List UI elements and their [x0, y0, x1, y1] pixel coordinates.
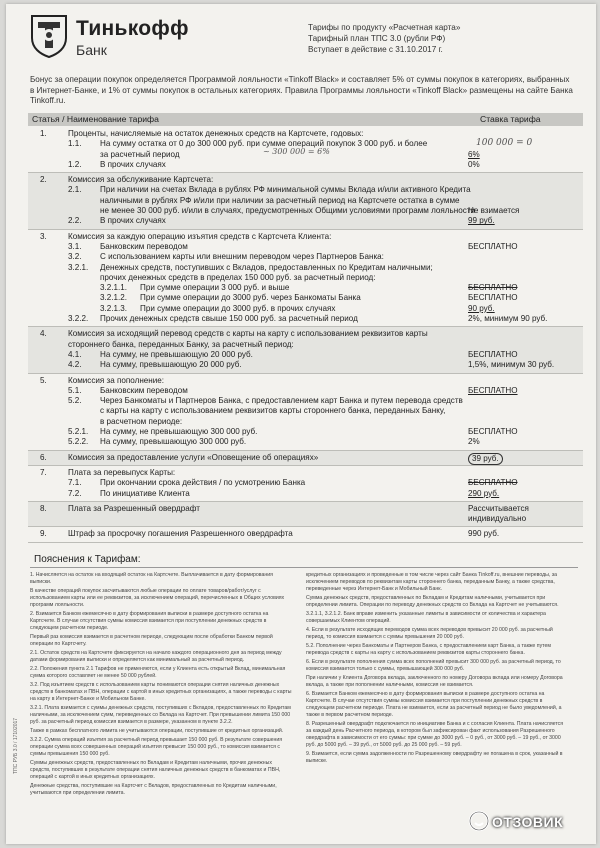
rate-value: 90 руб. — [468, 303, 495, 313]
row-number: 4.1. — [68, 349, 82, 359]
rate-value: 1,5%, минимум 30 руб. — [468, 360, 555, 370]
row-number: 7.2. — [68, 488, 82, 498]
section-5 — [28, 374, 583, 451]
note-paragraph: 5.2. Пополнение через Банкоматы и Партнеров Банка, с предоставлением карт Банка, а также путем перевода средств с карты на карту с использованием реквизитов карты стороннего банка. — [306, 642, 551, 657]
tinkoff-logo — [30, 14, 200, 62]
rate-value: 2% — [468, 437, 480, 447]
row-text: На сумму, превышающую 20 000 руб. — [100, 360, 242, 370]
rate-value: 2%, минимум 90 руб. — [468, 314, 548, 324]
note-paragraph: 2.2. Положения пункта 2.1 Тарифов не применяются, если у Клиента есть открытый Вклад, минимальная сумма которого составляет не менее 50 000 рублей. — [30, 665, 286, 680]
row-number: 2.2. — [68, 216, 82, 226]
notes-column-right — [306, 572, 568, 840]
note-paragraph: 4. Если в результате исходящих переводов сумма всех переводов превысит 20 000 руб. за расчетный период, то комиссия взимается с суммы превышения 20 000 руб. — [306, 626, 553, 641]
row-text: Комиссия за обслуживание Картсчета: — [68, 175, 214, 185]
row-number: 8. — [40, 503, 47, 513]
row-number: 3.2.1. — [68, 262, 89, 272]
row-text: На сумму остатка от 0 до 300 000 руб. при сумме операций покупок 3 000 руб. и более — [100, 139, 428, 149]
row-text: Комиссия за исходящий перевод средств с карты на карту с использованием реквизитов карты — [68, 329, 428, 339]
row-text: Штраф за просрочку погашения Разрешенного овердрафта — [68, 529, 293, 539]
row-number: 3.2.1.3. — [100, 303, 128, 313]
column-header-rate: Ставка тарифа — [480, 114, 541, 124]
note-paragraph: 3.2.1. Плата взимается с суммы денежных средств, поступивших с Вкладов, предоставленных по Кредитам наличными, за исключением сумм, переведенных со Вклада на Картсчет. При превышении лимита 150 000 руб. за расчетный период комиссия взимается в размере, указанном в пункте 3.2.2. — [30, 704, 291, 726]
section-4 — [28, 327, 583, 373]
handwritten-note: ~ 300 000 = 6% — [263, 146, 330, 156]
row-text: При наличии на счетах Вклада в рублях РФ минимальной суммы Вклада и/или активного Кредита — [100, 185, 471, 195]
note-paragraph: 6. Взимается Банком ежемесячно в дату формирования выписки в размере доступного остатка на Картсчете. В случае отсутствия суммы комиссия взимается при поступлении денежных средств в следующем расчетном периоде. Плата не взимается, если за расчетный период не было уведомлений, а также в первом расчетном периоде. — [306, 690, 562, 719]
section-2 — [28, 173, 583, 229]
row-text: прочих денежных средств в пределах 150 000 руб. за расчетный период: — [100, 272, 376, 282]
row-number: 5. — [40, 375, 47, 385]
row-text: На сумму, не превышающую 300 000 руб. — [100, 427, 258, 437]
intro-line: Бонус за операции покупок определяется Программой лояльности «Tinkoff Black» и составляет 5% от суммы покупок в категориях, выбранных — [30, 75, 570, 84]
row-text: стороннего банка, переданных Банку, за расчетный период: — [68, 339, 294, 349]
row-number: 6. — [40, 452, 47, 462]
note-paragraph: 1. Начисляется на остаток на входящий остаток на Картсчете. Выплачивается в дату формирования выписки. — [30, 572, 273, 586]
rate-value: БЕСПЛАТНО — [468, 427, 518, 437]
row-text: Комиссия за пополнение: — [68, 375, 165, 385]
row-text: Через Банкоматы и Партнеров Банка, с предоставлением карт Банка и путем перевода средств — [100, 396, 463, 406]
rate-value: 0% — [468, 159, 480, 169]
rate-value: 990 руб. — [468, 529, 500, 539]
row-number: 4. — [40, 329, 47, 339]
document-code: ТПС РУБ 3.0 / 17102017 — [13, 717, 19, 774]
rate-value: индивидуально — [468, 514, 527, 524]
row-number: 5.2. — [68, 396, 82, 406]
row-number: 3. — [40, 231, 47, 241]
row-text: При сумме операции до 3000 руб. в прочих случаях — [140, 303, 336, 313]
brand-subtitle: Банк — [76, 42, 107, 58]
section-6 — [28, 451, 583, 466]
shield-emblem-icon — [30, 14, 68, 58]
row-number: 5.2.1. — [68, 427, 89, 437]
note-paragraph: Суммы денежных средств, предоставленных по Вкладам и Кредитам наличными, прочих денежных средств, поступивших в результате операции снятия наличных денежных средств в банкоматах и ПВН, операций с картой в иных кредитных организациях. — [30, 759, 281, 781]
row-text: При окончании срока действия / по усмотрению Банка — [100, 478, 306, 488]
row-text: Банковским переводом — [100, 385, 188, 395]
rate-value: 99 руб. — [468, 216, 495, 226]
row-text: Плата за Разрешенный овердрафт — [68, 503, 200, 513]
row-text: Комиссия за каждую операцию изъятия средств с Картсчета Клиента: — [68, 231, 332, 241]
note-paragraph: Также в рамках бесплатного лимита не учитываются операции, поступившие от кредитных организаций. — [30, 728, 284, 735]
row-number: 7. — [40, 467, 47, 477]
tariff-header — [308, 22, 460, 55]
section-3 — [28, 230, 583, 328]
row-number: 3.1. — [68, 241, 82, 251]
tariff-document — [6, 4, 596, 844]
note-paragraph: Первый раз комиссия взимается в расчетном периоде, следующим после обработки Банком первой операции по Картсчету. — [30, 634, 273, 648]
section-7 — [28, 466, 583, 502]
rate-value: БЕСПЛАТНО — [468, 293, 518, 303]
row-text: Комиссия за предоставление услуги «Оповещение об операциях» — [68, 452, 319, 462]
row-text: за расчетный период — [100, 149, 180, 159]
row-text: С использованием карты или внешним переводом через Партнеров Банка: — [100, 252, 384, 262]
column-header-item: Статья / Наименование тарифа — [32, 114, 159, 124]
row-number: 9. — [40, 529, 47, 539]
notes-title: Пояснения к Тарифам: — [34, 554, 141, 565]
notes-column-left — [30, 572, 292, 840]
section-1 — [28, 127, 583, 173]
rate-value: БЕСПЛАТНО — [468, 241, 518, 251]
row-text: На сумму, не превышающую 20 000 руб. — [100, 349, 253, 359]
handwritten-note: 100 000 = 0 — [476, 138, 533, 149]
rate-value: БЕСПЛАТНО — [468, 385, 518, 395]
row-number: 2.1. — [68, 185, 82, 195]
row-text: в расчетном периоде: — [100, 416, 183, 426]
rate-value: Рассчитывается — [468, 503, 529, 513]
row-text: В прочих случаях — [100, 216, 166, 226]
row-text: При сумме операции 3 000 руб. и выше — [140, 283, 290, 293]
row-number: 7.1. — [68, 478, 82, 488]
rate-value: 39 руб. — [468, 453, 503, 465]
row-text: По инициативе Клиента — [100, 488, 190, 498]
section-9 — [28, 527, 583, 542]
row-text: наличными в рублях РФ и/или при наличии за расчетный период на Картсчете остатка в сумме — [100, 195, 460, 205]
note-paragraph: кредитных организациях и проведенные в том числе через сайт Банка Tinkoff.ru, внешние переводы, за исключением переводов по реквизитам карты стороннего банка, переданным Банку, а также средства, переведенные через Интернет-Банк и Мобильный Банк. — [306, 572, 557, 593]
brand-name: Тинькофф — [76, 17, 189, 40]
intro-paragraph — [30, 75, 580, 107]
row-number: 4.2. — [68, 360, 82, 370]
rate-value: БЕСПЛАТНО — [468, 349, 518, 359]
note-paragraph: Денежные средства, поступившие на Картсчет с Вкладов, предоставленных по Кредитам наличными, учитываются при определении лимита. — [30, 782, 277, 797]
row-text: с карты на карту с использованием реквизитов карты стороннего банка, переданных Банку, — [100, 406, 446, 416]
row-text: Денежных средств, поступивших с Вкладов, предоставленных по Кредитам наличными; — [100, 262, 433, 272]
header-line-2: Тарифный план ТПС 3.0 (рубли РФ) — [308, 34, 446, 43]
section-8 — [28, 502, 583, 528]
note-paragraph: 3.2.2. Сумма операций изъятия за расчетный период превышает 150 000 руб. В результате совершения операции сумма всех совершенных операций изъятия превысит 150 000 руб., то комиссия взимается с суммы превышения 150 000 руб. — [30, 736, 283, 758]
watermark: ОТЗОВИК — [492, 814, 564, 830]
row-text: не менее 30 000 руб. и/или в случаях, предусмотренных Общими условиями программ лояльности — [100, 206, 475, 216]
note-paragraph: При наличии у Клиента Договора вклада, заключенного по номеру Договора вклада или номеру Договора вклада, а также при пополнении наличными, комиссия не взимается. — [306, 674, 563, 688]
note-paragraph: 2.1. Остаток средств на Картсчете фиксируется на начало каждого операционного дня за период между датами формирования выписки и определяется как минимальный за расчетный период. — [30, 650, 282, 664]
row-number: 1.1. — [68, 139, 82, 149]
row-number: 1. — [40, 129, 47, 138]
row-text: Банковским переводом — [100, 241, 188, 251]
intro-line: Tinkoff.ru. — [30, 96, 66, 105]
rate-value: БЕСПЛАТНО — [468, 283, 518, 293]
row-number: 3.2.1.2. — [100, 293, 128, 303]
rate-value: БЕСПЛАТНО — [468, 478, 518, 488]
header-line-1: Тарифы по продукту «Расчетная карта» — [308, 23, 461, 32]
row-text: При сумме операции до 3000 руб. через Банкоматы Банка — [140, 293, 361, 303]
row-number: 3.2.2. — [68, 314, 89, 324]
note-paragraph: 8. Разрешенный овердрафт подключается по инициативе Банка и с согласия Клиента. Плата начисляется за каждый день Расчетного периода, в котором был зафиксирован факт использования Разрешенного овердрафта в зависимости от его суммы: при сумме до 3000 руб. – 0 руб., от 3000 руб. – 19 руб., от 3000 руб. до 5000 руб. – 39 руб., от 5000 руб. до 25 000 руб. – 59 руб. — [306, 720, 564, 749]
table-header — [28, 113, 583, 126]
note-paragraph: 3.2. Под изъятием средств с использованием карты понимаются операции снятия наличных денежных средств в банкоматах и ПВН, операции с картой в иных кредитных организациях, а также переводы с карты на карту в Интернет-Банке и Мобильном Банке. — [30, 681, 292, 703]
row-text: Плата за перевыпуск Карты: — [68, 467, 176, 477]
row-number: 5.2.2. — [68, 437, 89, 447]
notes-divider — [30, 567, 578, 568]
rate-value: Не взимается — [468, 206, 520, 216]
note-paragraph: Сумма денежных средств, предоставленных по Вкладам и Кредитам наличными, учитывается при определении лимита. Операции по переводу денежных средств со Вклада на Картсчет не учитываются. — [306, 595, 559, 609]
watermark-logo-icon — [468, 810, 490, 832]
note-paragraph: 2. Взимается Банком ежемесячно в дату формирования выписки в размере доступного остатка на Картсчете. В случае отсутствия суммы комиссия взимается при поступлении денежных средств в следующем расчетном периоде. — [30, 611, 269, 632]
row-number: 5.1. — [68, 385, 82, 395]
note-paragraph: В качестве операций покупок засчитываются любые операции по оплате товаров/работ/услуг с использованием карты или ее реквизитов, за исключением операций, перечисленных в Общих условиях программ лояльности. — [30, 587, 285, 609]
row-number: 2. — [40, 175, 47, 185]
note-paragraph: 9. Взимается, если сумма задолженности по Разрешенному овердрафту не погашена в срок, указанный в выписке. — [306, 751, 563, 765]
row-number: 3.2.1.1. — [100, 283, 128, 293]
row-text: В прочих случаях — [100, 159, 166, 169]
tariff-table — [28, 127, 583, 543]
intro-line: в Интернет-Банке, и 1% от суммы покупок в остальных категориях. Правила Программы лояльности «Tinkoff Black» размещены на сайте Банка — [30, 85, 573, 95]
note-paragraph: 3.2.1.1, 3.2.1.2. Банк вправе изменить указанные лимиты в зависимости от количества и характера совершаемых Клиентом операций. — [306, 611, 546, 625]
rate-value: 290 руб. — [468, 488, 500, 498]
note-paragraph: 6. Если в результате пополнения сумма всех пополнений превысит 300 000 руб. за расчетный период, то комиссия взимается только с суммы, превышающей 300 000 руб. — [306, 658, 561, 672]
rate-value: 6% — [468, 149, 480, 159]
row-text: Прочих денежных средств свыше 150 000 руб. за расчетный период — [100, 314, 358, 324]
header-line-3: Вступает в действие с 31.10.2017 г. — [308, 45, 443, 54]
row-number: 3.2. — [68, 252, 82, 262]
row-number: 1.2. — [68, 159, 82, 169]
row-text: На сумму, превышающую 300 000 руб. — [100, 437, 247, 447]
row-text: Проценты, начисляемые на остаток денежных средств на Картсчете, годовых: — [68, 129, 364, 138]
